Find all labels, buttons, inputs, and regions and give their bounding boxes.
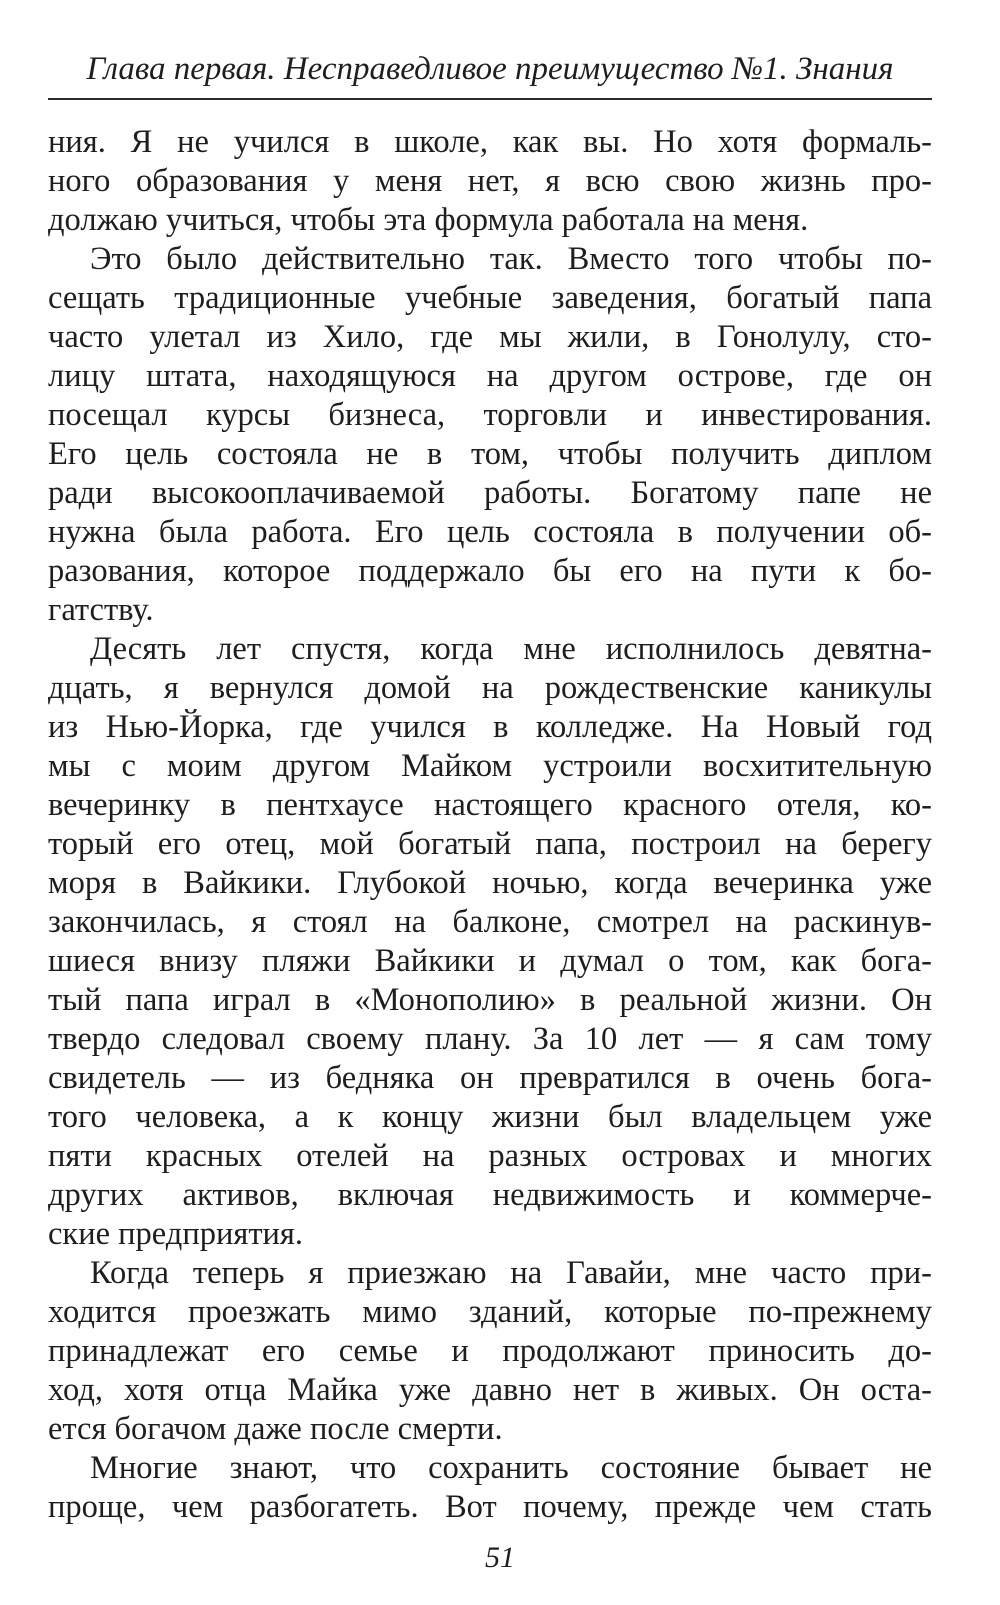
paragraph bbox=[48, 123, 932, 240]
text-line: Когда теперь я приезжаю на Гавайи, мне часто при- bbox=[90, 1255, 932, 1291]
text-line: ради высокооплачиваемой работы. Богатому папе не bbox=[48, 475, 932, 511]
text-line: ходится проезжать мимо зданий, которые по-прежнему bbox=[48, 1294, 932, 1330]
text-line: моря в Вайкики. Глубокой ночью, когда вечеринка уже bbox=[48, 865, 932, 901]
page-number: 51 bbox=[485, 1541, 515, 1574]
running-head: Глава первая. Несправедливое преимущество №1. Знания bbox=[86, 51, 894, 87]
text-line: ется богачом даже после смерти. bbox=[48, 1411, 503, 1447]
text-line: нужна была работа. Его цель состояла в получении об- bbox=[48, 514, 932, 550]
text-line: тый папа играл в «Монополию» в реальной жизни. Он bbox=[48, 982, 932, 1018]
text-line: торый его отец, мой богатый папа, построил на берегу bbox=[48, 826, 932, 862]
text-line: сещать традиционные учебные заведения, богатый папа bbox=[48, 280, 932, 316]
text-line: из Нью-Йорка, где учился в колледже. На Новый год bbox=[48, 709, 932, 745]
paragraph bbox=[48, 1254, 932, 1449]
text-line: шиеся внизу пляжи Вайкики и думал о том, как бога- bbox=[48, 943, 932, 979]
text-line: Десять лет спустя, когда мне исполнилось девятна- bbox=[90, 631, 932, 667]
text-line: Это было действительно так. Вместо того чтобы по- bbox=[90, 241, 932, 277]
text-line: свидетель — из бедняка он превратился в очень бога- bbox=[48, 1060, 932, 1096]
text-line: пяти красных отелей на разных островах и многих bbox=[48, 1138, 932, 1174]
text-line: разования, которое поддержало бы его на пути к бо- bbox=[48, 553, 932, 589]
text-line: ход, хотя отца Майка уже давно нет в живых. Он оста- bbox=[48, 1372, 932, 1408]
header-rule bbox=[48, 98, 932, 100]
text-line: проще, чем разбогатеть. Вот почему, прежде чем стать bbox=[48, 1489, 932, 1525]
text-line: закончилась, я стоял на балконе, смотрел на раскинув- bbox=[48, 904, 932, 940]
text-line: других активов, включая недвижимость и коммерче- bbox=[48, 1177, 932, 1213]
text-line: Многие знают, что сохранить состояние бывает не bbox=[90, 1450, 932, 1486]
paragraph bbox=[48, 240, 932, 630]
text-line: гатству. bbox=[48, 592, 154, 628]
text-line: мы с моим другом Майком устроили восхитительную bbox=[48, 748, 932, 784]
body-text bbox=[48, 123, 932, 1527]
text-line: принадлежат его семье и продолжают приносить до- bbox=[48, 1333, 932, 1369]
text-line: Его цель состояла не в том, чтобы получить диплом bbox=[48, 436, 932, 472]
text-line: часто улетал из Хило, где мы жили, в Гонолулу, сто- bbox=[48, 319, 932, 355]
text-line: ские предприятия. bbox=[48, 1216, 303, 1252]
text-line: ния. Я не учился в школе, как вы. Но хотя формаль- bbox=[48, 124, 932, 160]
text-line: дцать, я вернулся домой на рождественские каникулы bbox=[48, 670, 932, 706]
paragraph bbox=[48, 1449, 932, 1527]
text-line: ного образования у меня нет, я всю свою жизнь про- bbox=[48, 163, 932, 199]
paragraph bbox=[48, 630, 932, 1254]
text-line: лицу штата, находящуюся на другом острове, где он bbox=[48, 358, 932, 394]
text-line: посещал курсы бизнеса, торговли и инвестирования. bbox=[48, 397, 932, 433]
text-line: твердо следовал своему плану. За 10 лет — я сам тому bbox=[48, 1021, 932, 1057]
text-line: должаю учиться, чтобы эта формула работала на меня. bbox=[48, 202, 809, 238]
text-line: того человека, а к концу жизни был владельцем уже bbox=[48, 1099, 932, 1135]
text-line: вечеринку в пентхаусе настоящего красного отеля, ко- bbox=[48, 787, 932, 823]
